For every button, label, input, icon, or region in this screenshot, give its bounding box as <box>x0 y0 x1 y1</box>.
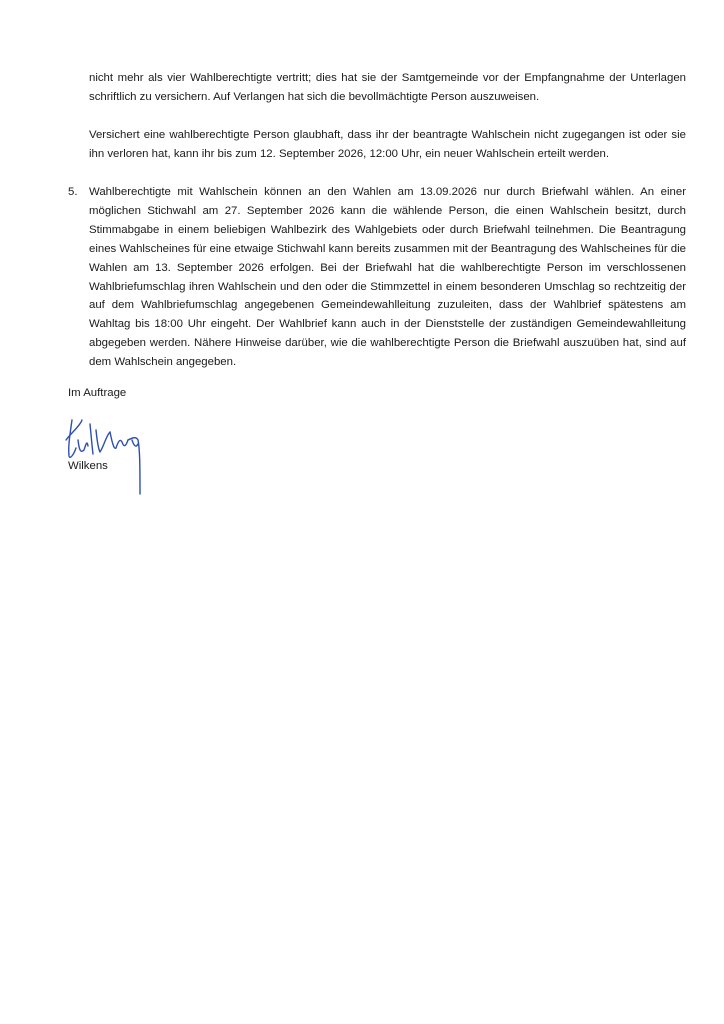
list-item-5 <box>68 183 686 372</box>
list-item-number: 5. <box>68 186 78 198</box>
paragraph-authorization: nicht mehr als vier Wahlberechtigte vertritt; dies hat sie der Samtgemeinde vor der Empfangnahme der Unterlagen schriftlich zu versichern. Auf Verlangen hat sich die bevollmächtigte Person auszuweisen. <box>89 72 686 103</box>
signatory-name: Wilkens <box>68 460 108 472</box>
closing-phrase: Im Auftrage <box>68 387 127 399</box>
list-item-text: Wahlberechtigte mit Wahlschein können an den Wahlen am 13.09.2026 nur durch Briefwahl wählen. An einer möglichen Stichwahl am 27. September 2026 kann die wählende Person, die einen Wahlschein besitzt, durch Stimmabgabe in einem beliebigen Wahlbezirk des Wahlgebiets oder durch Briefwahl teilnehmen. Die Beantragung eines Wahlscheines für eine etwaige Stichwahl kann bereits zusammen mit der Beantragung des Wahlscheines für die Wahlen am 13. September 2026 erfolgen. Bei der Briefwahl hat die wahlberechtigte Person im verschlossenen Wahlbriefumschlag ihren Wahlschein und den oder die Stimmzettel in einem besonderen Umschlag so rechtzeitig der auf dem Wahlbriefumschlag angegebenen Gemeindewahlleitung zuzuleiten, dass der Wahlbrief spätestens am Wahltag bis 18:00 Uhr eingeht. Der Wahlbrief kann auch in der Dienststelle der zuständigen Gemeindewahlleitung abgegeben werden. Nähere Hinweise darüber, wie die wahlberechtigte Person die Briefwahl auszuüben hat, sind auf dem Wahlschein angegeben. <box>89 186 686 369</box>
handwritten-signature <box>60 410 150 496</box>
paragraph-replacement-ballot: Versichert eine wahlberechtigte Person glaubhaft, dass ihr der beantragte Wahlschein nicht zugegangen ist oder sie ihn verloren hat, kann ihr bis zum 12. September 2026, 12:00 Uhr, ein neuer Wahlschein erteilt werden. <box>89 129 686 160</box>
